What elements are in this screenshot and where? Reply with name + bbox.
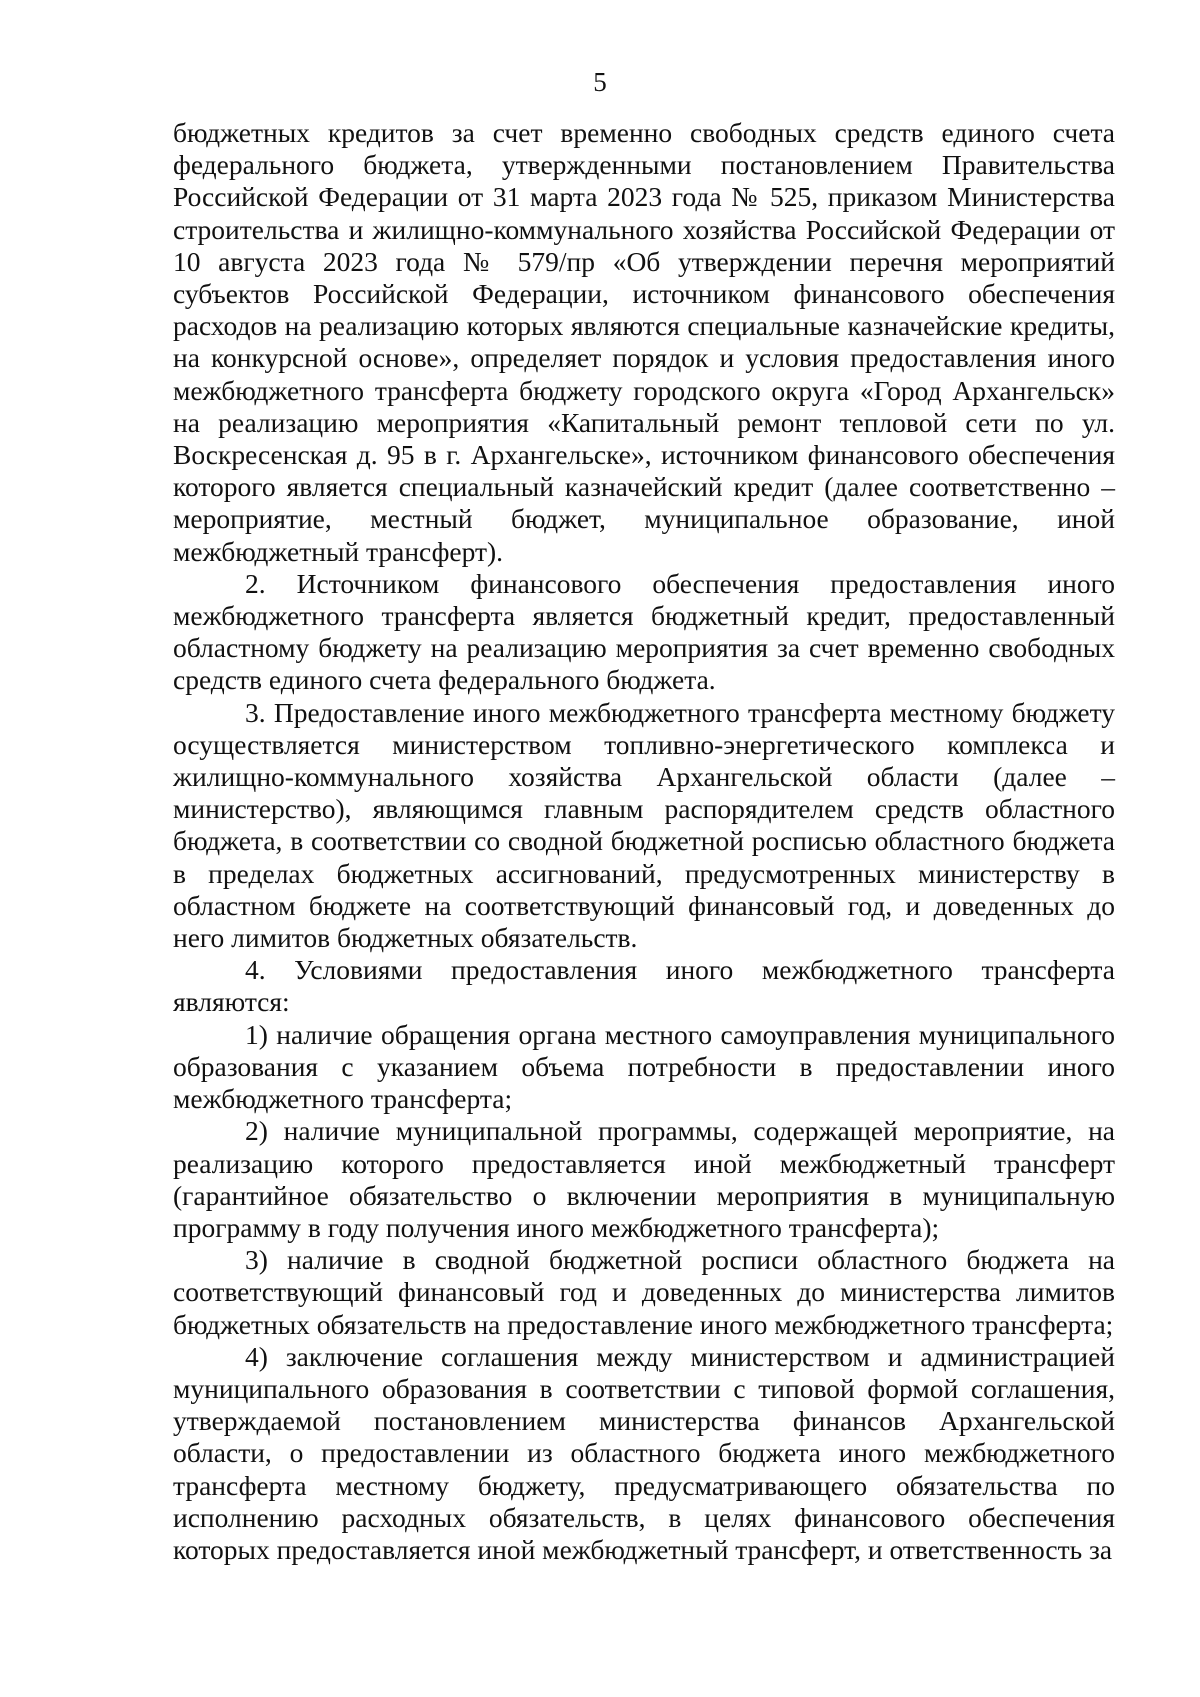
paragraph-item-4: 4. Условиями предоставления иного межбюджетного трансферта являются: bbox=[173, 954, 1115, 1018]
subitem-1: 1) наличие обращения органа местного самоуправления муниципального образования с указанием объема потребности в предоставлении иного межбюджетного трансферта; bbox=[173, 1018, 1115, 1115]
subitem-3: 3) наличие в сводной бюджетной росписи областного бюджета на соответствующий финансовый год и доведенных до министерства лимитов бюджетных обязательств на предоставление иного межбюджетного трансферта; bbox=[173, 1244, 1115, 1340]
paragraph-continuation: бюджетных кредитов за счет временно свободных средств единого счета федерального бюджета, утвержденными постановлением Правительства Российской Федерации от 31 марта 2023 года № 525, приказом Министерства строительства и жилищно-коммунального хозяйства Российской Федерации от 10 августа 2023 года № 579/пр «Об утверждении перечня мероприятий субъектов Российской Федерации, источником финансового обеспечения расходов на реализацию которых являются специальные казначейские кредиты, на конкурсной основе», определяет порядок и условия предоставления иного межбюджетного трансферта бюджету городского округа «Город Архангельск» на реализацию мероприятия «Капитальный ремонт тепловой сети по ул. Воскресенская д. 95 в г. Архангельске», источником финансового обеспечения которого является специальный казначейский кредит (далее соответственно – мероприятие, местный бюджет, муниципальное образование, иной межбюджетный трансферт). bbox=[173, 117, 1115, 567]
subitem-2: 2) наличие муниципальной программы, содержащей мероприятие, на реализацию которого предоставляется иной межбюджетный трансферт (гарантийное обязательство о включении мероприятия в муниципальную программу в году получения иного межбюджетного трансферта); bbox=[173, 1115, 1115, 1243]
subitem-4: 4) заключение соглашения между министерством и администрацией муниципального образования в соответствии с типовой формой соглашения, утверждаемой постановлением министерства финансов Архангельской области, о предоставлении из областного бюджета иного межбюджетного трансферта местному бюджету, предусматривающего обязательства по исполнению расходных обязательств, в целях финансового обеспечения которых предоставляется иной межбюджетный трансферт, и ответственность за bbox=[173, 1340, 1115, 1565]
document-body bbox=[173, 117, 1115, 1566]
paragraph-item-2: 2. Источником финансового обеспечения предоставления иного межбюджетного трансферта является бюджетный кредит, предоставленный областному бюджету на реализацию мероприятия за счет временно свободных средств единого счета федерального бюджета. bbox=[173, 567, 1115, 696]
page-number: 5 bbox=[593, 67, 607, 97]
paragraph-item-3: 3. Предоставление иного межбюджетного трансферта местному бюджету осуществляется министерством топливно-энергетического комплекса и жилищно-коммунального хозяйства Архангельской области (далее – министерство), являющимся главным распорядителем средств областного бюджета, в соответствии со сводной бюджетной росписью областного бюджета в пределах бюджетных ассигнований, предусмотренных министерству в областном бюджете на соответствующий финансовый год, и доведенных до него лимитов бюджетных обязательств. bbox=[173, 696, 1115, 954]
